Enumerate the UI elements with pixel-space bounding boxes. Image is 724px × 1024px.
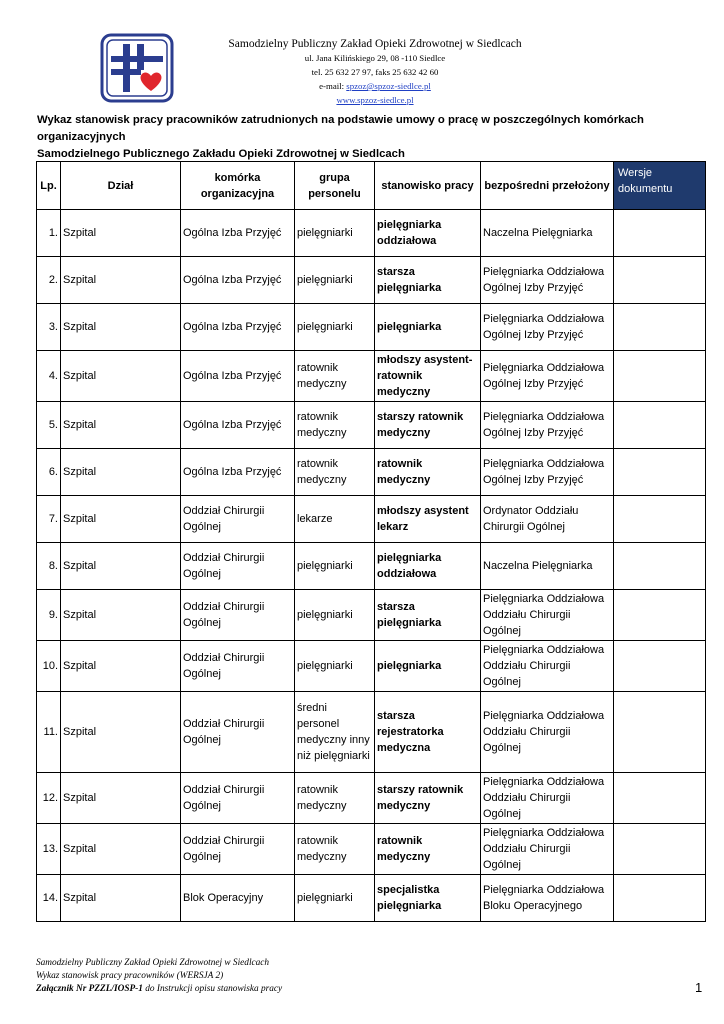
cell-komorka: Ogólna Izba Przyjęć bbox=[181, 257, 295, 304]
cell-stanowisko: ratownik medyczny bbox=[375, 824, 481, 875]
cell-wersje bbox=[614, 543, 706, 590]
cell-wersje bbox=[614, 449, 706, 496]
cell-grupa: ratownik medyczny bbox=[295, 351, 375, 402]
cell-lp: 3. bbox=[37, 304, 61, 351]
table-row bbox=[37, 496, 706, 543]
cell-przelozony: Naczelna Pielęgniarka bbox=[481, 543, 614, 590]
cell-dzial: Szpital bbox=[61, 773, 181, 824]
cell-stanowisko: pielęgniarka oddziałowa bbox=[375, 543, 481, 590]
cell-komorka: Blok Operacyjny bbox=[181, 875, 295, 922]
cell-lp: 13. bbox=[37, 824, 61, 875]
footer-line-3 bbox=[36, 983, 282, 996]
cell-wersje bbox=[614, 351, 706, 402]
table-row bbox=[37, 590, 706, 641]
table-row bbox=[37, 692, 706, 773]
title-line-1: Wykaz stanowisk pracy pracowników zatrudnionych na podstawie umowy o pracę w poszczególnych komórkach organizacyjnych bbox=[37, 114, 644, 143]
cell-przelozony: Pielęgniarka Oddziałowa Oddziału Chirurgii Ogólnej bbox=[481, 824, 614, 875]
cell-dzial: Szpital bbox=[61, 351, 181, 402]
cell-przelozony: Pielęgniarka Oddziałowa Oddziału Chirurgii Ogólnej bbox=[481, 773, 614, 824]
attachment-number: Załącznik Nr PZZL/IOSP-1 bbox=[36, 984, 143, 994]
cell-dzial: Szpital bbox=[61, 210, 181, 257]
cell-lp: 12. bbox=[37, 773, 61, 824]
cell-stanowisko: młodszy asystent lekarz bbox=[375, 496, 481, 543]
cell-stanowisko: pielęgniarka bbox=[375, 304, 481, 351]
table-row bbox=[37, 773, 706, 824]
document-title bbox=[37, 112, 697, 163]
cell-dzial: Szpital bbox=[61, 824, 181, 875]
cell-komorka: Ogólna Izba Przyjęć bbox=[181, 402, 295, 449]
cell-stanowisko: pielęgniarka bbox=[375, 641, 481, 692]
cell-komorka: Ogólna Izba Przyjęć bbox=[181, 210, 295, 257]
cell-lp: 1. bbox=[37, 210, 61, 257]
table-row bbox=[37, 641, 706, 692]
header-komorka: komórka organizacyjna bbox=[181, 162, 295, 210]
table-row bbox=[37, 351, 706, 402]
cell-komorka: Oddział Chirurgii Ogólnej bbox=[181, 543, 295, 590]
cell-wersje bbox=[614, 773, 706, 824]
cell-dzial: Szpital bbox=[61, 449, 181, 496]
positions-table bbox=[36, 161, 706, 922]
letterhead bbox=[180, 37, 570, 107]
cell-wersje bbox=[614, 304, 706, 351]
table-row bbox=[37, 210, 706, 257]
table-row bbox=[37, 875, 706, 922]
footer-line-2: Wykaz stanowisk pracy pracowników (WERSJA 2) bbox=[36, 971, 224, 981]
cell-wersje bbox=[614, 210, 706, 257]
cell-przelozony: Pielęgniarka Oddziałowa Oddziału Chirurgii Ogólnej bbox=[481, 641, 614, 692]
cell-lp: 2. bbox=[37, 257, 61, 304]
cell-grupa: pielęgniarki bbox=[295, 543, 375, 590]
org-phone: tel. 25 632 27 97, faks 25 632 42 60 bbox=[311, 67, 439, 77]
cell-dzial: Szpital bbox=[61, 402, 181, 449]
cell-stanowisko: młodszy asystent-ratownik medyczny bbox=[375, 351, 481, 402]
table-row bbox=[37, 304, 706, 351]
header-stanowisko: stanowisko pracy bbox=[375, 162, 481, 210]
hospital-logo-icon bbox=[100, 33, 174, 103]
header-przelozony: bezpośredni przełożony bbox=[481, 162, 614, 210]
cell-grupa: pielęgniarki bbox=[295, 257, 375, 304]
cell-stanowisko: starszy ratownik medyczny bbox=[375, 773, 481, 824]
cell-grupa: ratownik medyczny bbox=[295, 824, 375, 875]
cell-grupa: pielęgniarki bbox=[295, 875, 375, 922]
cell-lp: 7. bbox=[37, 496, 61, 543]
cell-komorka: Oddział Chirurgii Ogólnej bbox=[181, 590, 295, 641]
cell-komorka: Oddział Chirurgii Ogólnej bbox=[181, 824, 295, 875]
cell-przelozony: Pielęgniarka Oddziałowa Ogólnej Izby Przyjęć bbox=[481, 351, 614, 402]
cell-grupa: ratownik medyczny bbox=[295, 402, 375, 449]
cell-dzial: Szpital bbox=[61, 543, 181, 590]
cell-przelozony: Pielęgniarka Oddziałowa Ogólnej Izby Przyjęć bbox=[481, 402, 614, 449]
cell-wersje bbox=[614, 875, 706, 922]
cell-dzial: Szpital bbox=[61, 304, 181, 351]
title-line-2: Samodzielnego Publicznego Zakładu Opieki Zdrowotnej w Siedlcach bbox=[37, 148, 405, 160]
cell-lp: 8. bbox=[37, 543, 61, 590]
cell-komorka: Oddział Chirurgii Ogólnej bbox=[181, 641, 295, 692]
cell-dzial: Szpital bbox=[61, 257, 181, 304]
cell-lp: 14. bbox=[37, 875, 61, 922]
header-grupa: grupa personelu bbox=[295, 162, 375, 210]
website-link[interactable]: www.spzoz-siedlce.pl bbox=[336, 95, 414, 105]
table-row bbox=[37, 543, 706, 590]
cell-wersje bbox=[614, 496, 706, 543]
cell-dzial: Szpital bbox=[61, 641, 181, 692]
cell-komorka: Oddział Chirurgii Ogólnej bbox=[181, 773, 295, 824]
cell-stanowisko: starsza pielęgniarka bbox=[375, 257, 481, 304]
cell-wersje bbox=[614, 824, 706, 875]
cell-przelozony: Pielęgniarka Oddziałowa Oddziału Chirurgii Ogólnej bbox=[481, 590, 614, 641]
table-row bbox=[37, 402, 706, 449]
cell-grupa: pielęgniarki bbox=[295, 210, 375, 257]
header-lp: Lp. bbox=[37, 162, 61, 210]
cell-lp: 11. bbox=[37, 692, 61, 773]
cell-przelozony: Pielęgniarka Oddziałowa Ogólnej Izby Przyjęć bbox=[481, 449, 614, 496]
cell-przelozony: Pielęgniarka Oddziałowa Oddziału Chirurgii Ogólnej bbox=[481, 692, 614, 773]
cell-grupa: średni personel medyczny inny niż pielęgniarki bbox=[295, 692, 375, 773]
cell-lp: 5. bbox=[37, 402, 61, 449]
cell-lp: 4. bbox=[37, 351, 61, 402]
cell-dzial: Szpital bbox=[61, 875, 181, 922]
org-name: Samodzielny Publiczny Zakład Opieki Zdrowotnej w Siedlcach bbox=[228, 38, 522, 50]
footer-line-1: Samodzielny Publiczny Zakład Opieki Zdrowotnej w Siedlcach bbox=[36, 958, 270, 968]
cell-grupa: pielęgniarki bbox=[295, 304, 375, 351]
email-link[interactable]: spzoz@spzoz-siedlce.pl bbox=[346, 81, 431, 91]
cell-przelozony: Naczelna Pielęgniarka bbox=[481, 210, 614, 257]
cell-przelozony: Pielęgniarka Oddziałowa Ogólnej Izby Przyjęć bbox=[481, 257, 614, 304]
email-label: e-mail: bbox=[319, 81, 347, 91]
table-row bbox=[37, 449, 706, 496]
header-wersje: Wersje dokumentu bbox=[614, 162, 706, 210]
cell-grupa: lekarze bbox=[295, 496, 375, 543]
cell-komorka: Oddział Chirurgii Ogólnej bbox=[181, 692, 295, 773]
attachment-description: do Instrukcji opisu stanowiska pracy bbox=[142, 984, 283, 994]
table-row bbox=[37, 824, 706, 875]
org-website-line bbox=[180, 93, 570, 107]
cell-stanowisko: starsza rejestratorka medyczna bbox=[375, 692, 481, 773]
cell-dzial: Szpital bbox=[61, 496, 181, 543]
cell-grupa: pielęgniarki bbox=[295, 641, 375, 692]
cell-komorka: Ogólna Izba Przyjęć bbox=[181, 449, 295, 496]
cell-dzial: Szpital bbox=[61, 692, 181, 773]
cell-komorka: Ogólna Izba Przyjęć bbox=[181, 351, 295, 402]
cell-wersje bbox=[614, 402, 706, 449]
cell-przelozony: Pielęgniarka Oddziałowa Ogólnej Izby Przyjęć bbox=[481, 304, 614, 351]
cell-wersje bbox=[614, 590, 706, 641]
cell-wersje bbox=[614, 257, 706, 304]
page-number: 1 bbox=[695, 980, 703, 995]
cell-przelozony: Pielęgniarka Oddziałowa Bloku Operacyjnego bbox=[481, 875, 614, 922]
table-row bbox=[37, 257, 706, 304]
cell-stanowisko: starsza pielęgniarka bbox=[375, 590, 481, 641]
cell-grupa: ratownik medyczny bbox=[295, 773, 375, 824]
cell-stanowisko: ratownik medyczny bbox=[375, 449, 481, 496]
cell-stanowisko: starszy ratownik medyczny bbox=[375, 402, 481, 449]
cell-lp: 6. bbox=[37, 449, 61, 496]
cell-komorka: Oddział Chirurgii Ogólnej bbox=[181, 496, 295, 543]
org-email-line bbox=[180, 79, 570, 93]
cell-komorka: Ogólna Izba Przyjęć bbox=[181, 304, 295, 351]
cell-grupa: pielęgniarki bbox=[295, 590, 375, 641]
cell-grupa: ratownik medyczny bbox=[295, 449, 375, 496]
header-dzial: Dział bbox=[61, 162, 181, 210]
cell-lp: 9. bbox=[37, 590, 61, 641]
table-header-row bbox=[37, 162, 706, 210]
cell-dzial: Szpital bbox=[61, 590, 181, 641]
cell-stanowisko: pielęgniarka oddziałowa bbox=[375, 210, 481, 257]
cell-przelozony: Ordynator Oddziału Chirurgii Ogólnej bbox=[481, 496, 614, 543]
cell-wersje bbox=[614, 641, 706, 692]
org-address: ul. Jana Kilińskiego 29, 08 -110 Siedlce bbox=[304, 53, 446, 63]
cell-lp: 10. bbox=[37, 641, 61, 692]
page-footer bbox=[36, 957, 282, 996]
cell-wersje bbox=[614, 692, 706, 773]
cell-stanowisko: specjalistka pielęgniarka bbox=[375, 875, 481, 922]
